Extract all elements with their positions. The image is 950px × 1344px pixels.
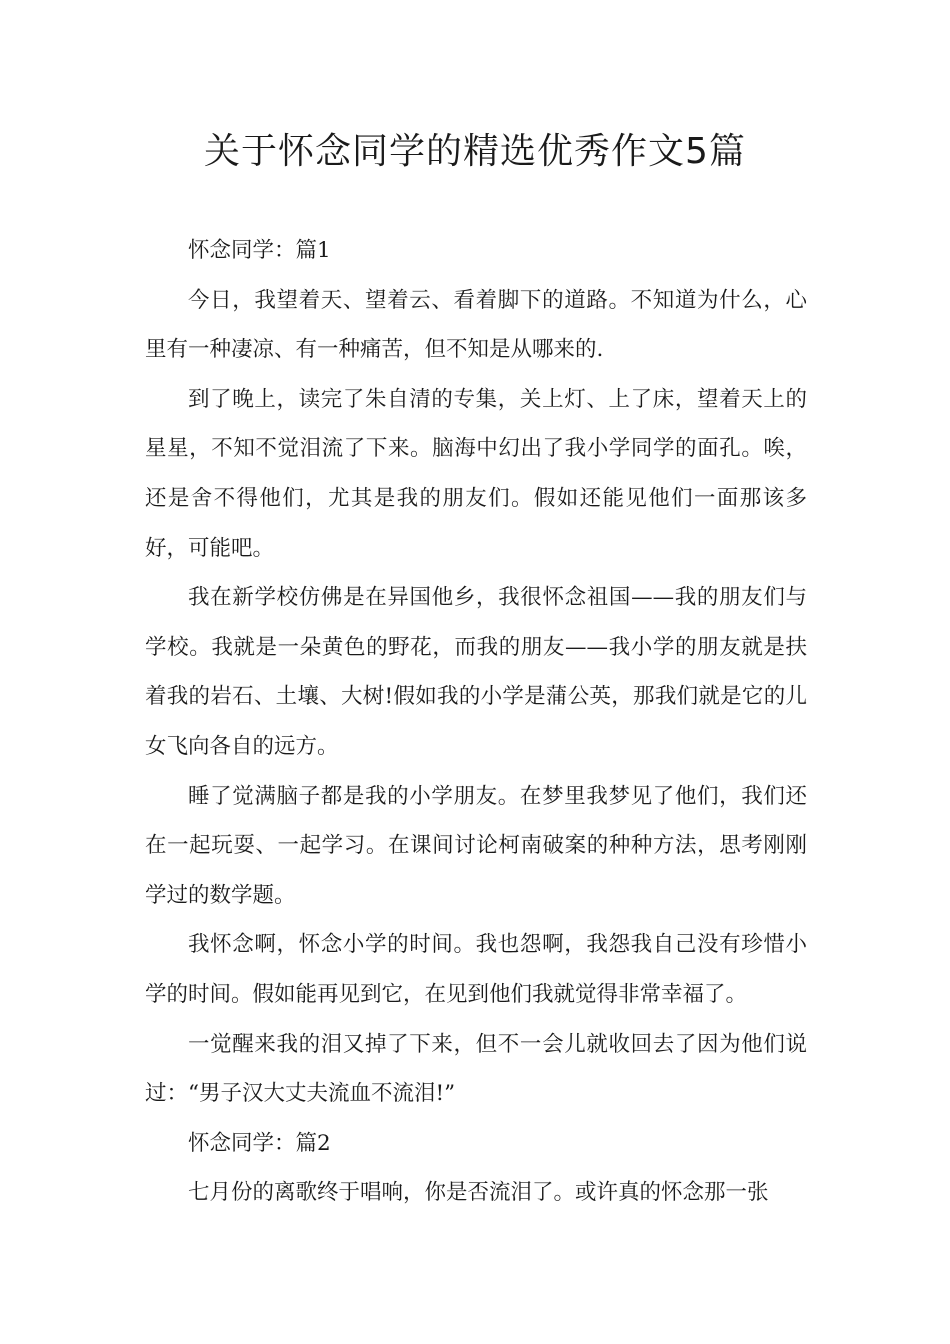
paragraph: 一觉醒来我的泪又掉了下来，但不一会儿就收回去了因为他们说过：“男子汉大丈夫流血不流泪!” bbox=[145, 1031, 807, 1107]
section-heading-1: 怀念同学：篇1 bbox=[188, 238, 331, 263]
document-title: 关于怀念同学的精选优秀作文5篇 bbox=[204, 131, 746, 172]
paragraph: 睡了觉满脑子都是我的小学朋友。在梦里我梦见了他们，我们还在一起玩耍、一起学习。在课间讨论柯南破案的种种方法，思考刚刚学过的数学题。 bbox=[145, 783, 807, 908]
paragraph: 我怀念啊，怀念小学的时间。我也怨啊，我怨我自己没有珍惜小学的时间。假如能再见到它，在见到他们我就觉得非常幸福了。 bbox=[145, 932, 807, 1007]
paragraph: 我在新学校仿佛是在异国他乡，我很怀念祖国——我的朋友们与学校。我就是一朵黄色的野花，而我的朋友——我小学的朋友就是扶着我的岩石、土壤、大树!假如我的小学是蒲公英，那我们就是它的儿女飞向各自的远方。 bbox=[145, 585, 807, 759]
paragraph: 今日，我望着天、望着云、看着脚下的道路。不知道为什么，心里有一种凄凉、有一种痛苦，但不知是从哪来的. bbox=[145, 287, 807, 363]
document-body bbox=[145, 226, 807, 1218]
paragraph: 到了晚上，读完了朱自清的专集，关上灯、上了床，望着天上的星星，不知不觉泪流了下来。脑海中幻出了我小学同学的面孔。唉，还是舍不得他们，尤其是我的朋友们。假如还能见他们一面那该多好，可能吧。 bbox=[145, 386, 807, 561]
paragraph: 七月份的离歌终于唱响，你是否流泪了。或许真的怀念那一张 bbox=[188, 1180, 769, 1206]
section-heading-2: 怀念同学：篇2 bbox=[188, 1130, 331, 1156]
